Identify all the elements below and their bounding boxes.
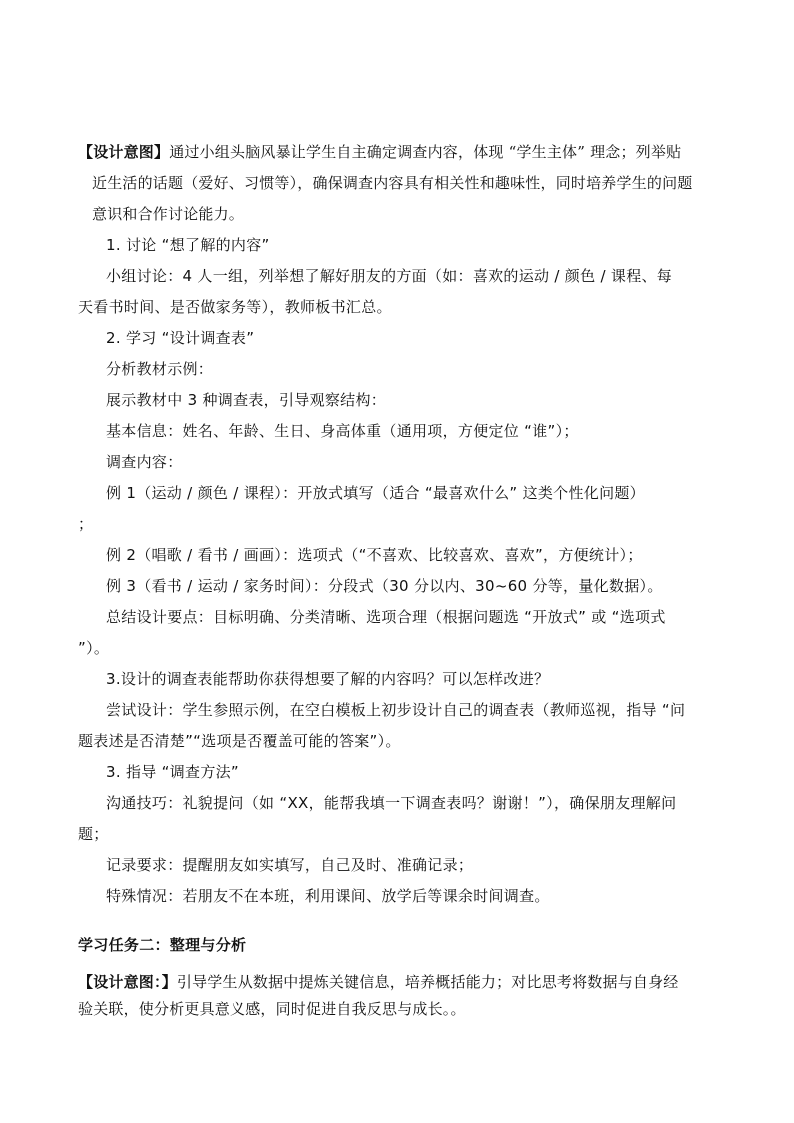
- design-intent-text: 通过小组头脑风暴让学生自主确定调查内容，体现 “学生主体” 理念；列举贴: [169, 143, 682, 161]
- section-3-question: 3.设计的调查表能帮助你获得想要了解的内容吗？可以怎样改进？: [106, 670, 550, 688]
- section-1-title: 1. 讨论 “想了解的内容”: [106, 236, 270, 254]
- section-2-content-label: 调查内容：: [106, 453, 183, 471]
- section-2-example-3: 例 3（看书 / 运动 / 家务时间）：分段式（30 分以内、30~60 分等，量化数据）。: [106, 577, 663, 595]
- design-intent-line-3: 意识和合作讨论能力。: [92, 205, 245, 223]
- section-2-summary-line-2: ”）。: [78, 639, 110, 657]
- design-intent-2-line-2: 验关联，使分析更具意义感，同时促进自我反思与成长。。: [78, 1000, 466, 1018]
- section-2-analyze: 分析教材示例：: [106, 360, 214, 378]
- section-1-paragraph-line-2: 天看书时间、是否做家务等），教师板书汇总。: [78, 298, 392, 316]
- design-intent-label: 【设计意图】: [78, 143, 170, 161]
- section-2-example-1: 例 1（运动 / 颜色 / 课程）：开放式填写（适合 “最喜欢什么” 这类个性化问题）: [106, 484, 645, 502]
- section-4-title: 3. 指导 “调查方法”: [106, 763, 239, 781]
- section-4-communication-line-1: 沟通技巧：礼貌提问（如 “XX，能帮我填一下调查表吗？谢谢！”），确保朋友理解问: [106, 794, 677, 812]
- section-4-special: 特殊情况：若朋友不在本班，利用课间、放学后等课余时间调查。: [106, 887, 550, 905]
- section-2-example-2: 例 2（唱歌 / 看书 / 画画）：选项式（“不喜欢、比较喜欢、喜欢”，方便统计）；: [106, 546, 643, 564]
- task-2-heading: 学习任务二：整理与分析: [78, 936, 247, 954]
- section-3-paragraph-line-1: 尝试设计：学生参照示例，在空白模板上初步设计自己的调查表（教师巡视，指导 “问: [106, 701, 686, 719]
- section-2-basic-info: 基本信息：姓名、年龄、生日、身高体重（通用项，方便定位 “谁”）；: [106, 422, 579, 440]
- section-4-record: 记录要求：提醒朋友如实填写，自己及时、准确记录；: [106, 856, 474, 874]
- section-2-title: 2. 学习 “设计调查表”: [106, 329, 255, 347]
- section-1-paragraph-line-1: 小组讨论：4 人一组，列举想了解好朋友的方面（如：喜欢的运动 / 颜色 / 课程、每: [106, 267, 673, 285]
- design-intent-2-text: 引导学生从数据中提炼关键信息，培养概括能力；对比思考将数据与自身经: [176, 973, 679, 991]
- design-intent-line-1: [78, 141, 681, 163]
- section-4-communication-line-2: 题；: [78, 825, 109, 843]
- design-intent-line-2: 近生活的话题（爱好、习惯等），确保调查内容具有相关性和趣味性，同时培养学生的问题: [92, 174, 693, 192]
- section-2-show: 展示教材中 3 种调查表，引导观察结构：: [106, 391, 387, 409]
- section-3-paragraph-line-2: 题表述是否清楚”“选项是否覆盖可能的答案”）。: [78, 732, 401, 750]
- design-intent-2-line-1: [78, 971, 679, 993]
- section-2-summary-line-1: 总结设计要点：目标明确、分类清晰、选项合理（根据问题选 “开放式” 或 “选项式: [106, 608, 666, 626]
- design-intent-2-label: 【设计意图：】: [78, 973, 177, 991]
- section-2-example-1-tail: ；: [78, 515, 94, 533]
